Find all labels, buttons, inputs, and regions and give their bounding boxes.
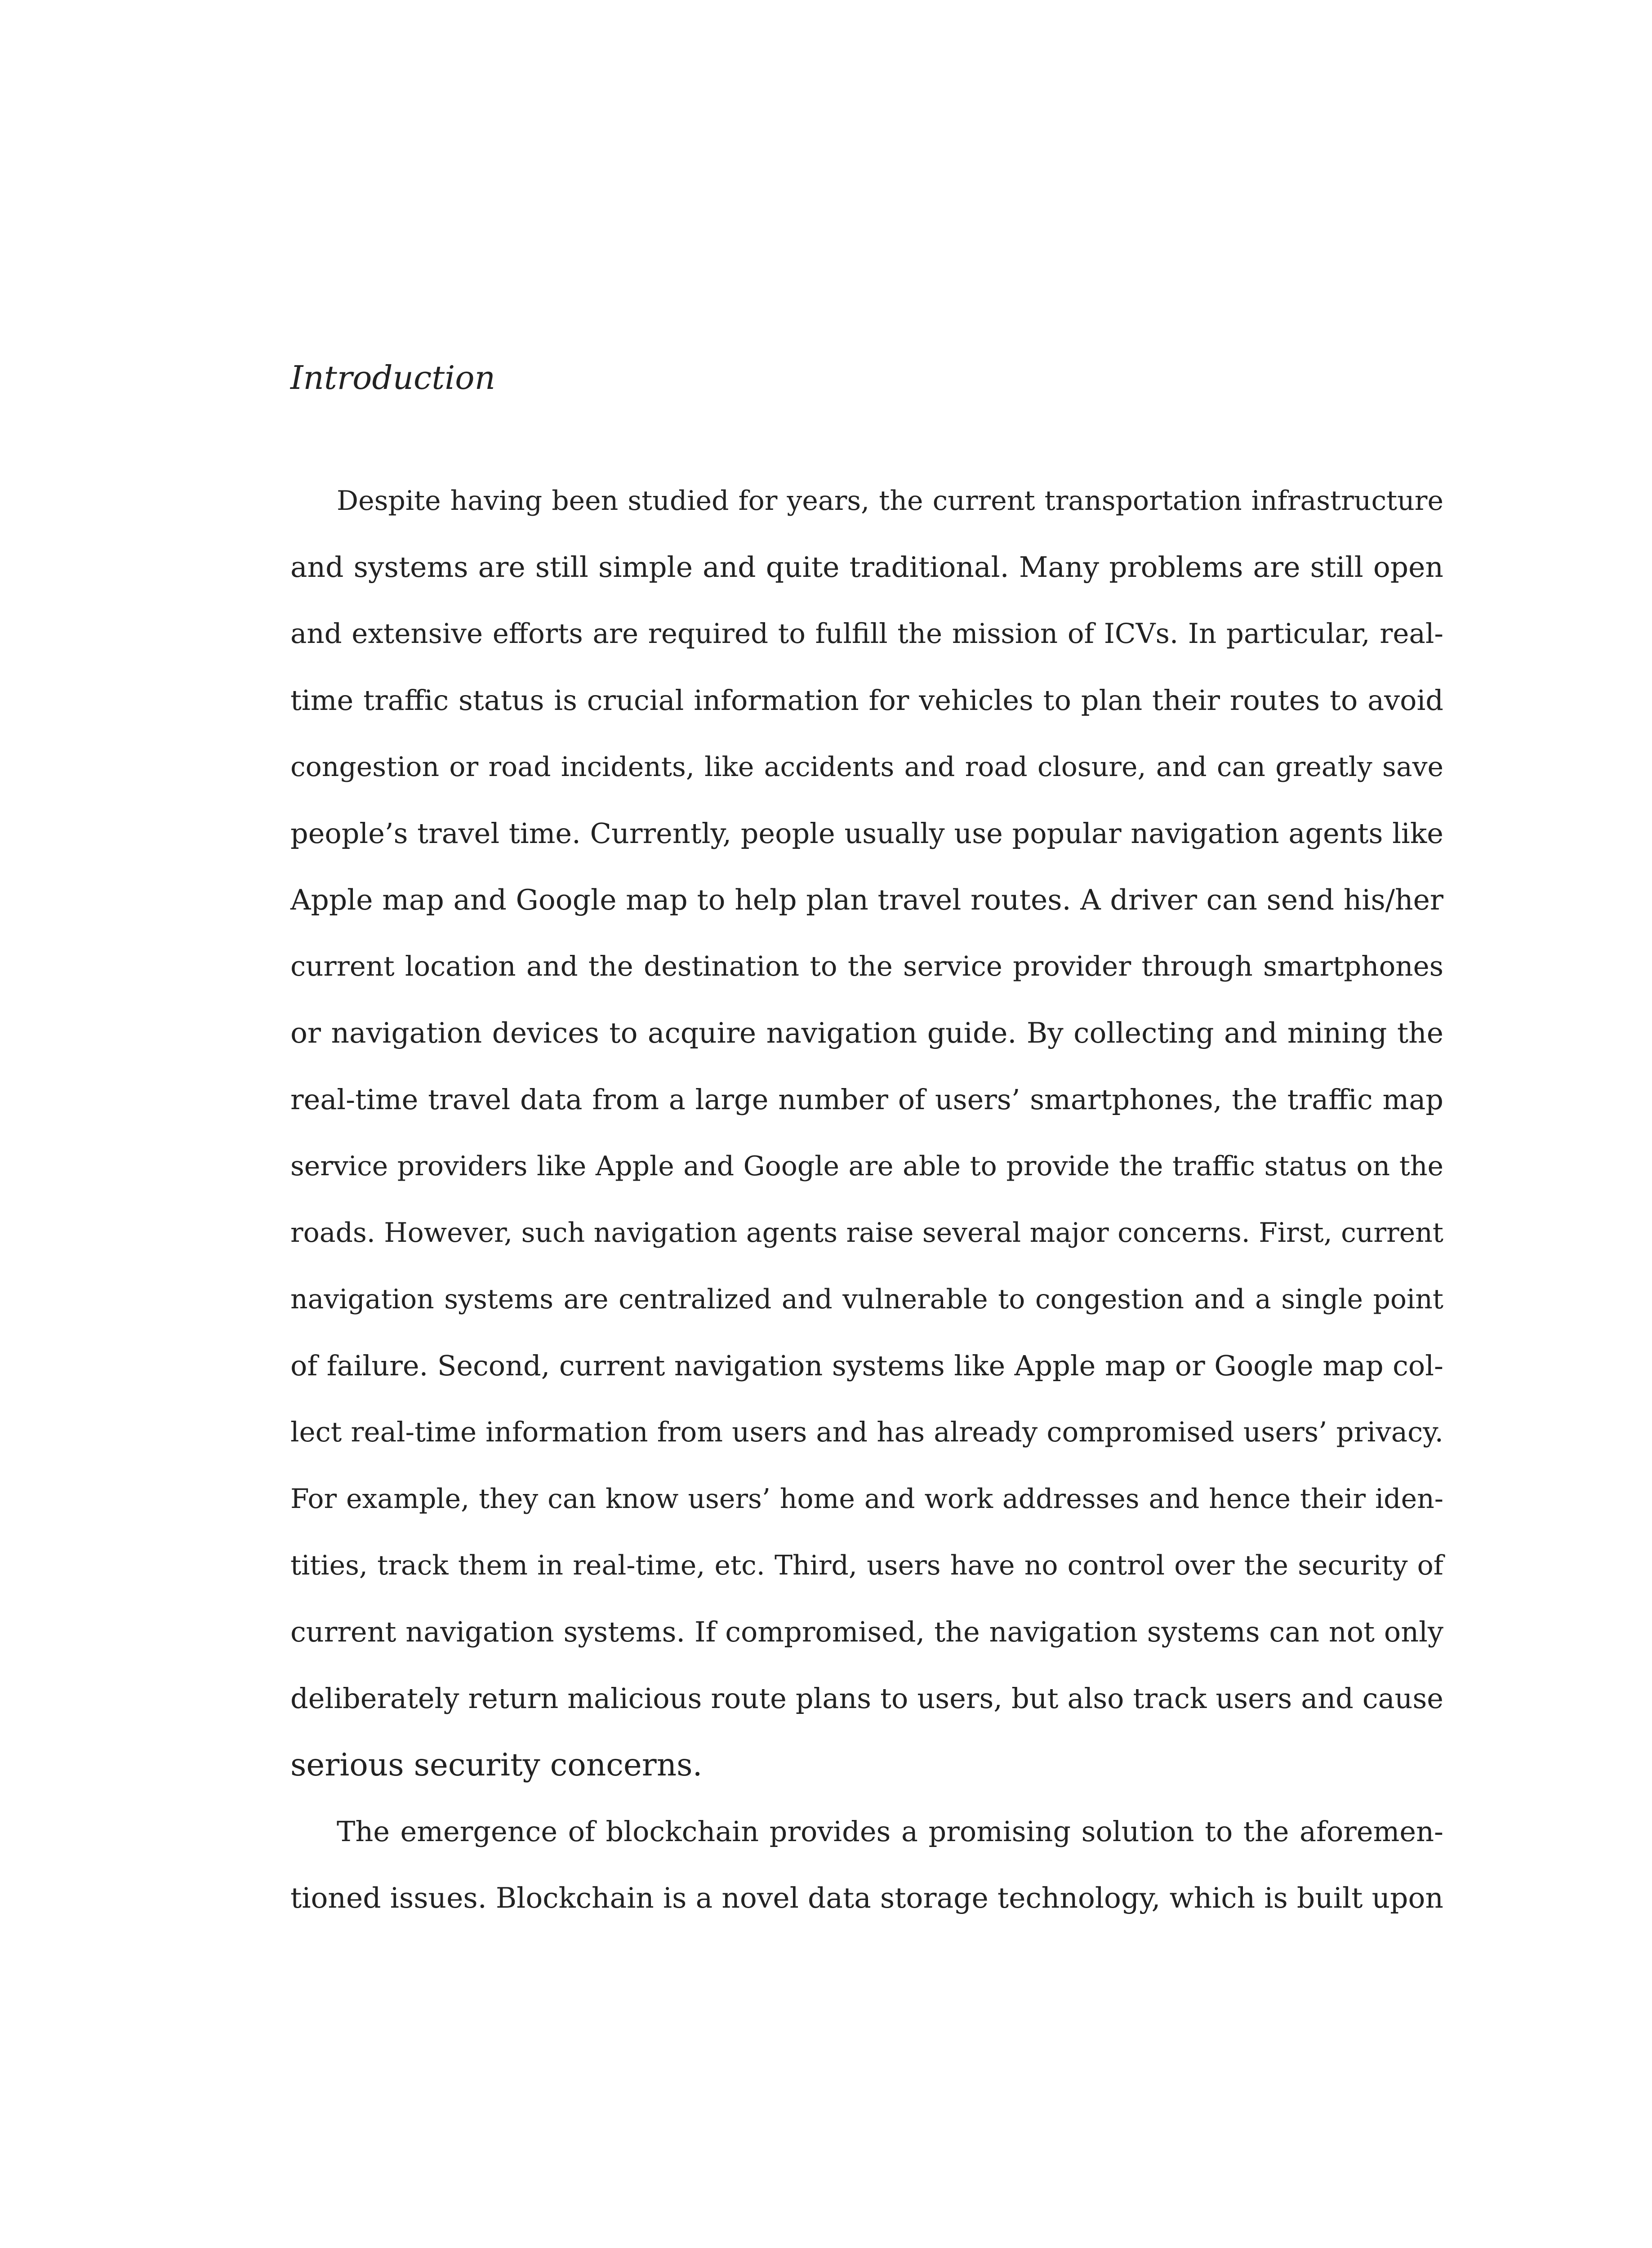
text-line: The emergence of blockchain provides a promising solution to the aforemen- [337,1815,1443,1848]
text-line: navigation systems are centralized and vulnerable to congestion and a single point [290,1284,1443,1315]
text-line: and systems are still simple and quite traditional. Many problems are still open [290,551,1443,584]
paragraph-2 [290,1798,1443,1931]
text-line: congestion or road incidents, like accidents and road closure, and can greatly save [290,751,1443,783]
text-line: and extensive efforts are required to fulfill the mission of ICVs. In particular, real- [290,618,1443,650]
text-line: current location and the destination to the service provider through smartphones [290,950,1443,982]
paragraph-1 [290,468,1443,1798]
text-line: current navigation systems. If compromised, the navigation systems can not only [290,1615,1443,1648]
text-line: tities, track them in real-time, etc. Third, users have no control over the security of [290,1550,1443,1581]
text-line: or navigation devices to acquire navigation guide. By collecting and mining the [290,1017,1443,1049]
text-line: Apple map and Google map to help plan travel routes. A driver can send his/her [290,883,1443,916]
text-line: Despite having been studied for years, the current transportation infrastructure [337,485,1443,517]
text-line: roads. However, such navigation agents raise several major concerns. First, current [290,1217,1443,1249]
text-line: lect real-time information from users and has already compromised users’ privacy. [290,1416,1443,1448]
text-line: of failure. Second, current navigation systems like Apple map or Google map col- [290,1349,1443,1382]
section-heading: Introduction [290,359,495,397]
text-line: real-time travel data from a large number of users’ smartphones, the traffic map [290,1083,1443,1116]
text-line: For example, they can know users’ home and work addresses and hence their iden- [290,1483,1443,1515]
text-line: deliberately return malicious route plans to users, but also track users and cause [290,1682,1443,1715]
text-line: people’s travel time. Currently, people usually use popular navigation agents like [290,817,1443,850]
text-line: service providers like Apple and Google are able to provide the traffic status on the [290,1151,1443,1182]
text-line: tioned issues. Blockchain is a novel data storage technology, which is built upon [290,1882,1443,1914]
text-line: time traffic status is crucial information for vehicles to plan their routes to avoid [290,684,1443,717]
text-block [290,346,1443,1931]
text-line: serious security concerns. [290,1747,703,1783]
